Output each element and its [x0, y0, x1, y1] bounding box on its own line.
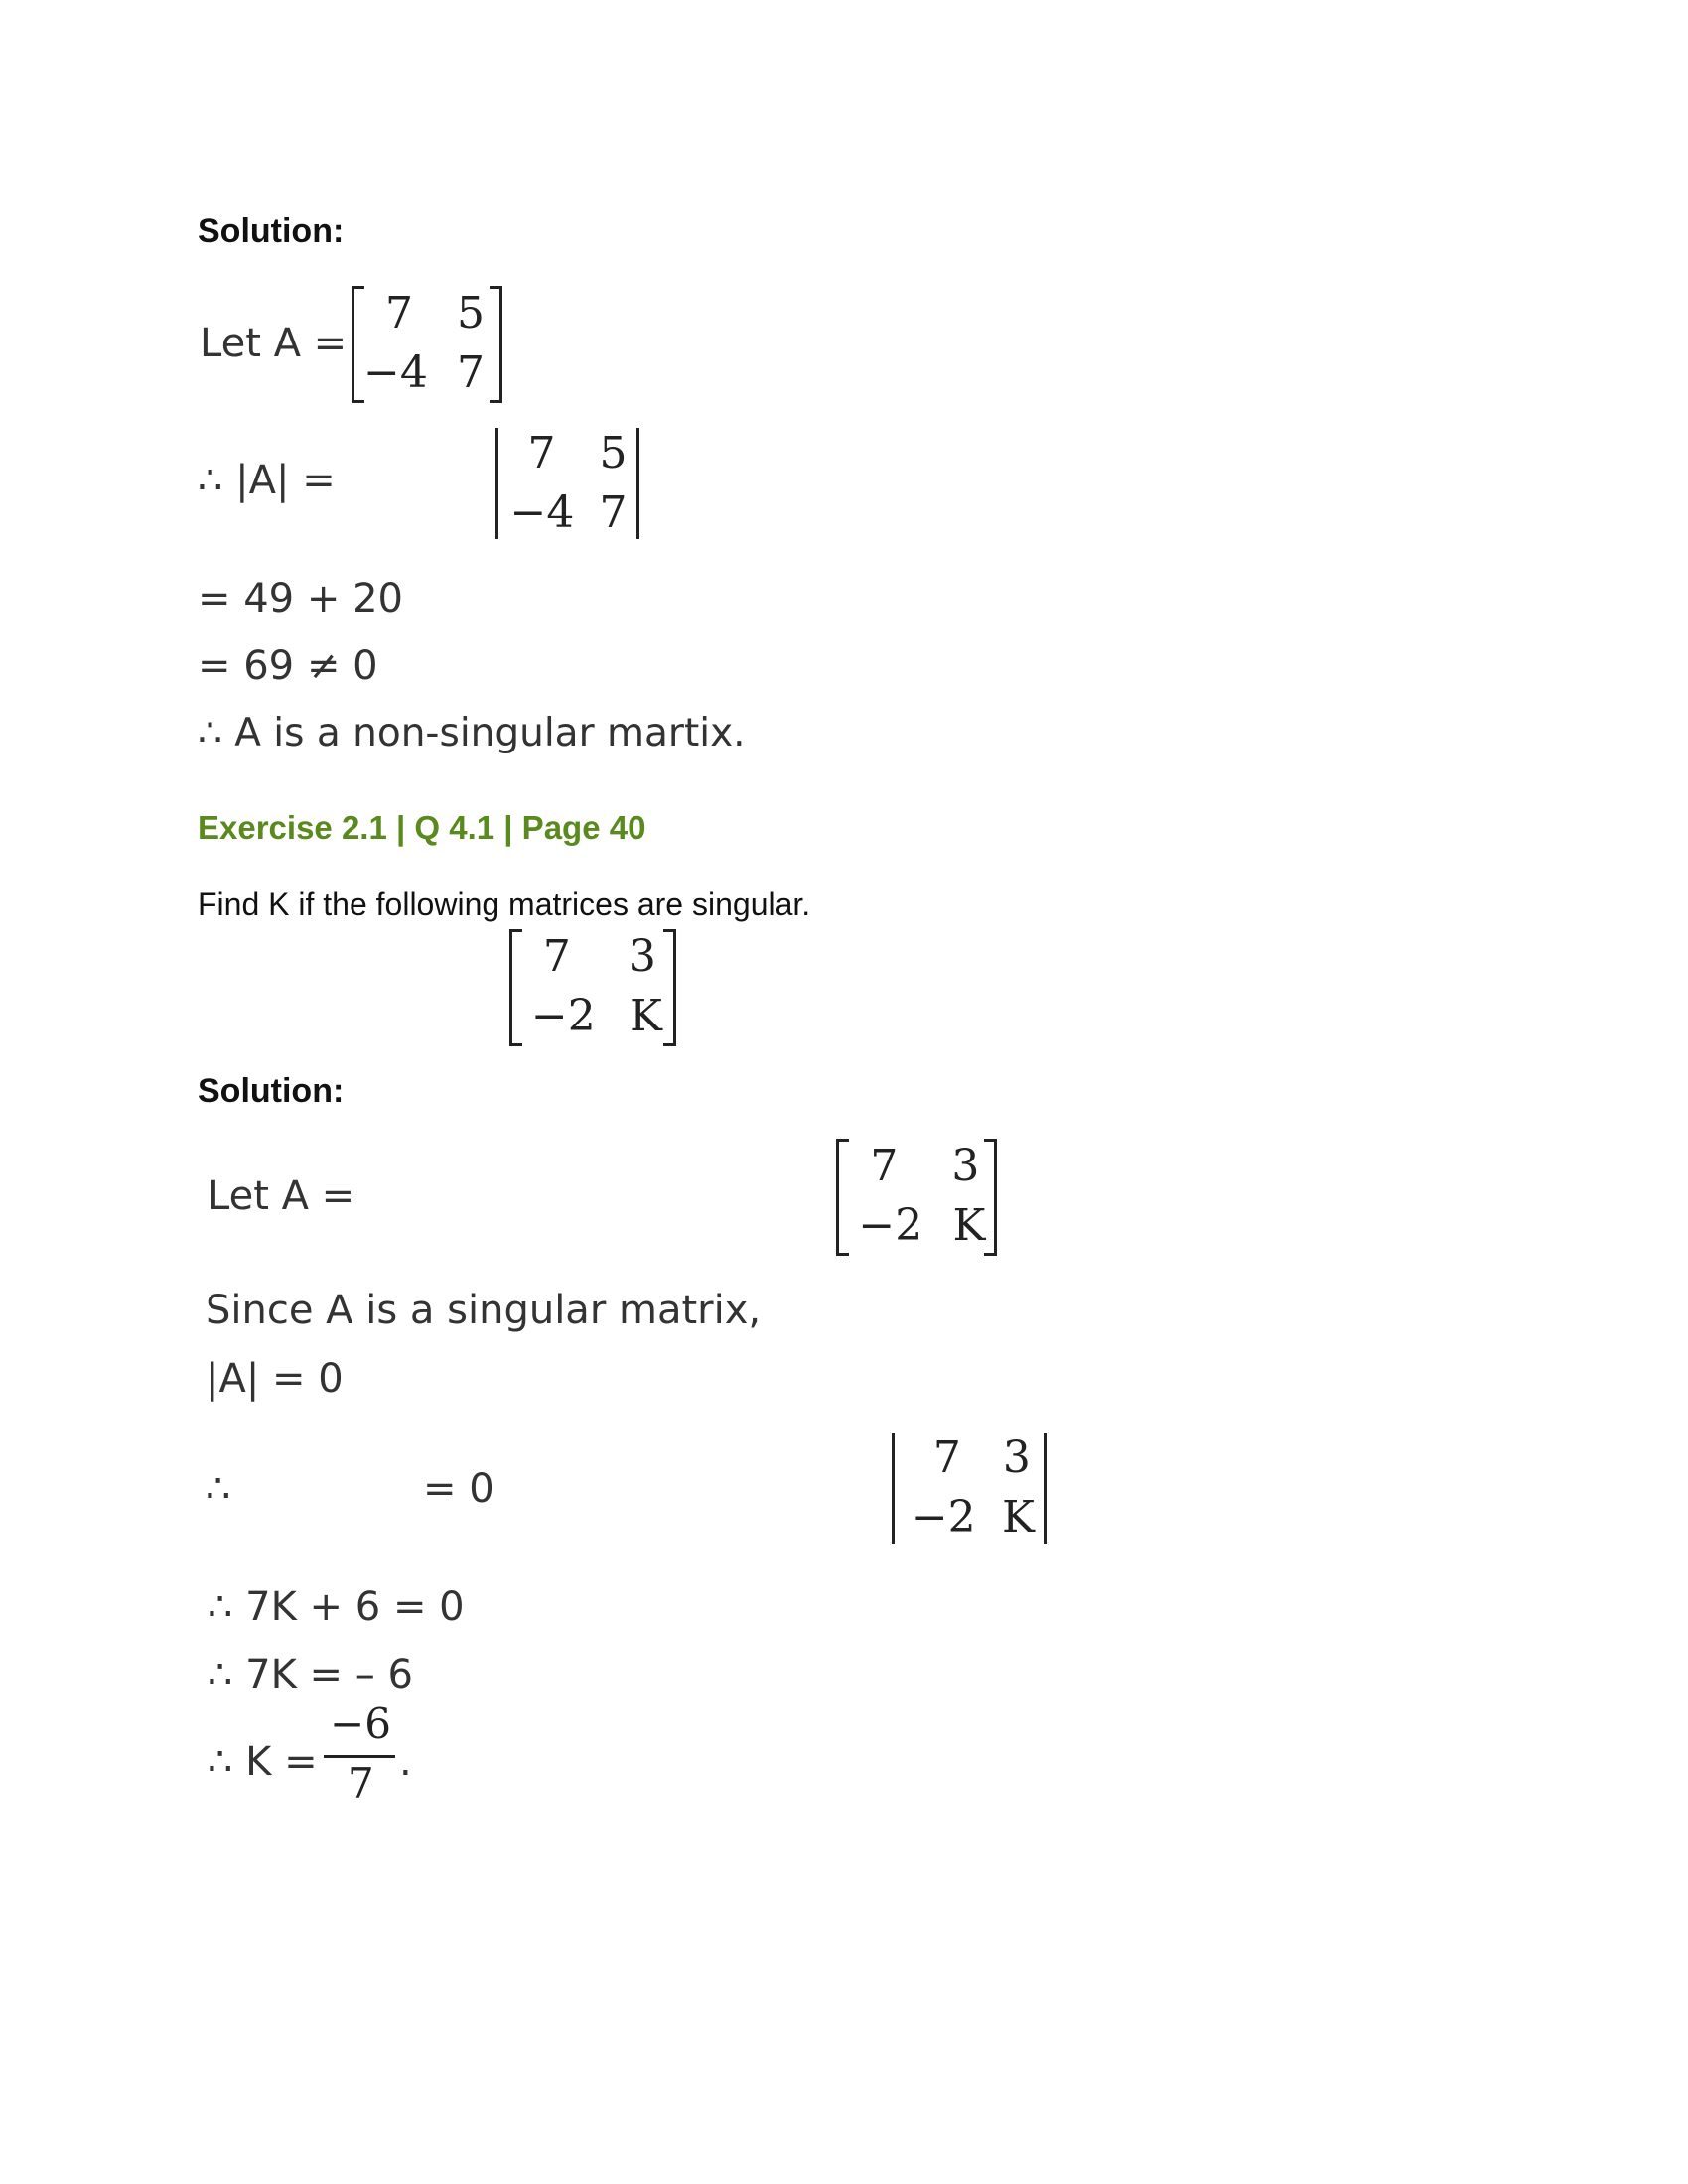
step-result: = 69 ≠ 0: [198, 643, 378, 689]
k-fraction: [324, 1700, 399, 1809]
matrix-cell: 5: [457, 288, 485, 339]
step-sum: = 49 + 20: [198, 576, 403, 621]
matrix-cell: K: [952, 1200, 986, 1251]
let-a-label: Let A =: [208, 1173, 355, 1219]
matrix-cell: −2: [530, 991, 596, 1041]
right-bracket: [490, 286, 502, 403]
matrix-cell: −2: [858, 1200, 923, 1251]
let-a-label: Let A =: [200, 321, 348, 366]
fraction-line: [324, 1755, 395, 1758]
question-matrix: [509, 929, 676, 1046]
matrix-a: [836, 1139, 997, 1256]
right-bar: [1044, 1433, 1047, 1544]
fraction-numerator: −6: [330, 1700, 391, 1748]
det-a-label: ∴ |A| =: [198, 458, 336, 503]
matrix-cell: 7: [870, 1141, 899, 1191]
det-zero: |A| = 0: [206, 1356, 344, 1402]
step-equation: ∴ 7K + 6 = 0: [208, 1584, 465, 1630]
matrix-cell: 7: [932, 1433, 961, 1483]
right-bracket: [984, 1139, 997, 1256]
end-period: .: [399, 1739, 412, 1785]
determinant-a: [892, 1433, 1047, 1544]
matrix-cell: 3: [951, 1141, 980, 1191]
matrix-cell: 7: [457, 347, 485, 398]
matrix-cell: 7: [385, 288, 413, 339]
solution-heading: Solution:: [198, 212, 345, 250]
matrix-cell: K: [1001, 1492, 1035, 1543]
determinant-a: [495, 428, 639, 539]
matrix-a: [352, 286, 502, 403]
fraction-denominator: 7: [348, 1759, 374, 1808]
since-text: Since A is a singular matrix,: [206, 1288, 762, 1333]
matrix-cell: 7: [527, 428, 556, 478]
matrix-cell: 7: [542, 931, 571, 982]
matrix-cell: 3: [1002, 1433, 1031, 1483]
matrix-cell: 3: [628, 931, 656, 982]
equals-zero: = 0: [423, 1466, 494, 1512]
matrix-cell: 5: [599, 428, 628, 478]
right-bar: [636, 428, 639, 539]
exercise-title: Exercise 2.1 | Q 4.1 | Page 40: [198, 809, 646, 846]
question-text: Find K if the following matrices are singular.: [198, 887, 811, 922]
matrix-cell: −4: [509, 487, 575, 538]
matrix-cell: K: [630, 991, 662, 1041]
right-bracket: [663, 929, 676, 1046]
therefore-symbol: ∴: [206, 1466, 231, 1512]
matrix-cell: 7: [599, 487, 628, 538]
solution-heading: Solution:: [198, 1072, 345, 1110]
step-isolate: ∴ 7K = – 6: [208, 1652, 413, 1698]
left-bar: [892, 1433, 895, 1544]
matrix-cell: −2: [911, 1492, 976, 1543]
k-label: ∴ K =: [208, 1739, 318, 1785]
matrix-cell: −4: [363, 347, 428, 398]
conclusion: ∴ A is a non-singular martix.: [198, 711, 746, 755]
